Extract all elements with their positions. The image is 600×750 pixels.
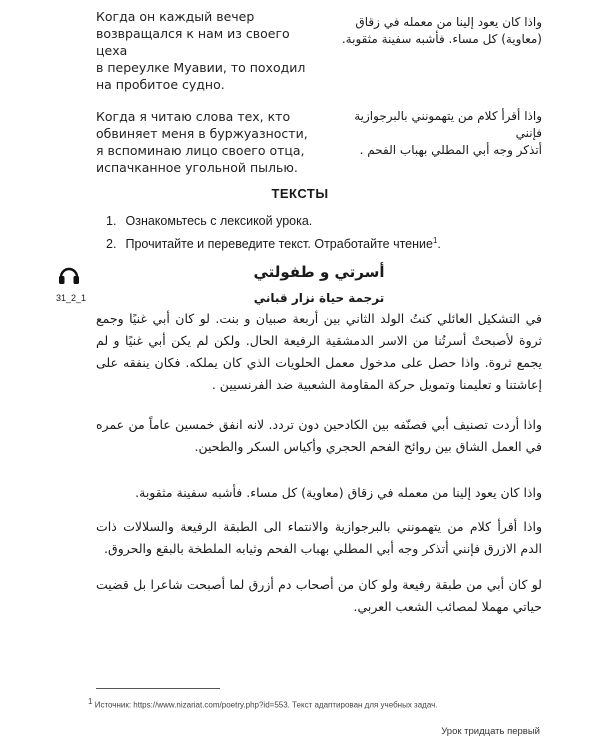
task-item: 2. Прочитайте и переведите текст. Отработайте чтение$^1$.: [106, 236, 441, 252]
task-number: 2.: [106, 237, 117, 252]
paragraph: واذا أقرأ كلام من يتهمونني بالبرجوازية والانتماء الى الطبقة الرفيعة والسلالات ذات الدم الازرق فإنني أتذكر وجه أبي المطلي بهباب الفحم وثيابه الملطخة بالبقع والحروق.: [96, 519, 542, 556]
text-title: أسرتي و طفولتي: [253, 263, 385, 281]
paragraph: واذا أردت تصنيف أبي فصنّفه بين الكادحين دون تردد. لانه انفق خمسين عاماً من عمره في العمل الشاق بين روائح الفحم الحجري وأكياس السكر والطحين.: [96, 417, 542, 454]
footnote: [88, 697, 438, 710]
task-number: 1.: [106, 214, 117, 228]
task-text: Ознакомьтесь с лексикой урока.: [125, 214, 313, 228]
poem-ru-stanza-1: Когда он каждый вечер возвращался к нам из своего цеха в переулке Муавии, то походил на пробитое судно.: [96, 9, 306, 92]
footnote-text: Источник: https://www.nizariat.com/poetry.php?id=553. Текст адаптирован для учебных задач.: [94, 700, 438, 710]
task-text: Прочитайте и переведите текст. Отработайте чтение: [125, 237, 433, 252]
footnote-divider: [96, 688, 220, 689]
task-item: [106, 214, 312, 228]
paragraph: لو كان أبي من طبقة رفيعة ولو كان من أصحاب دم أزرق لما أصبحت شاعرا بل قضيت حياتي مهملا لمصائب الشعب العربي.: [96, 577, 542, 614]
poem-ar-stanza-2: واذا أقرأ كلام من يتهمونني بالبرجوازية فإنني أتذكر وجه أبي المطلي بهباب الفحم .: [354, 109, 542, 157]
paragraph: واذا كان يعود إلينا من معمله في زقاق (معاوية) كل مساء. فأشبه سفينة مثقوبة.: [135, 485, 542, 500]
poem-ar-stanza-1: واذا كان يعود إلينا من معمله في زقاق (معاوية) كل مساء. فأشبه سفينة مثقوبة.: [341, 15, 542, 46]
audio-track-number: 31_2_1: [56, 293, 87, 303]
paragraph: في التشكيل العائلي كنتُ الولد الثاني بين أربعة صبيان و بنت. لو كان أبي غنيًا وجمع ثروة لأصبحتْ أسرتُنا من الاسر الدمشقية الرفيعة الحال. ولكن لم يكن أبي غنيًا و لم يجمع ثروة. واذا حصل على مدخول معمل الحلويات الذي كان يملكه. فكان ينفقه على إعاشتنا و تعليمنا وتمويل حركة المقاومة الشعبية ضد الفرنسيين .: [96, 311, 542, 392]
poem-ru-stanza-2: Когда я читаю слова тех, кто обвиняет меня в буржуазности, я вспоминаю лицо своего отца, испачканное угольной пылью.: [96, 109, 308, 175]
headphones-icon[interactable]: [56, 262, 82, 288]
page-footer: Урок тридцать первый: [441, 726, 540, 737]
footnote-mark: 1: [88, 697, 93, 706]
footnote-ref[interactable]: 1: [432, 236, 438, 245]
text-subtitle: ترجمة حياة نزار قباني: [253, 291, 385, 305]
section-heading: ТЕКСТЫ: [271, 186, 329, 201]
